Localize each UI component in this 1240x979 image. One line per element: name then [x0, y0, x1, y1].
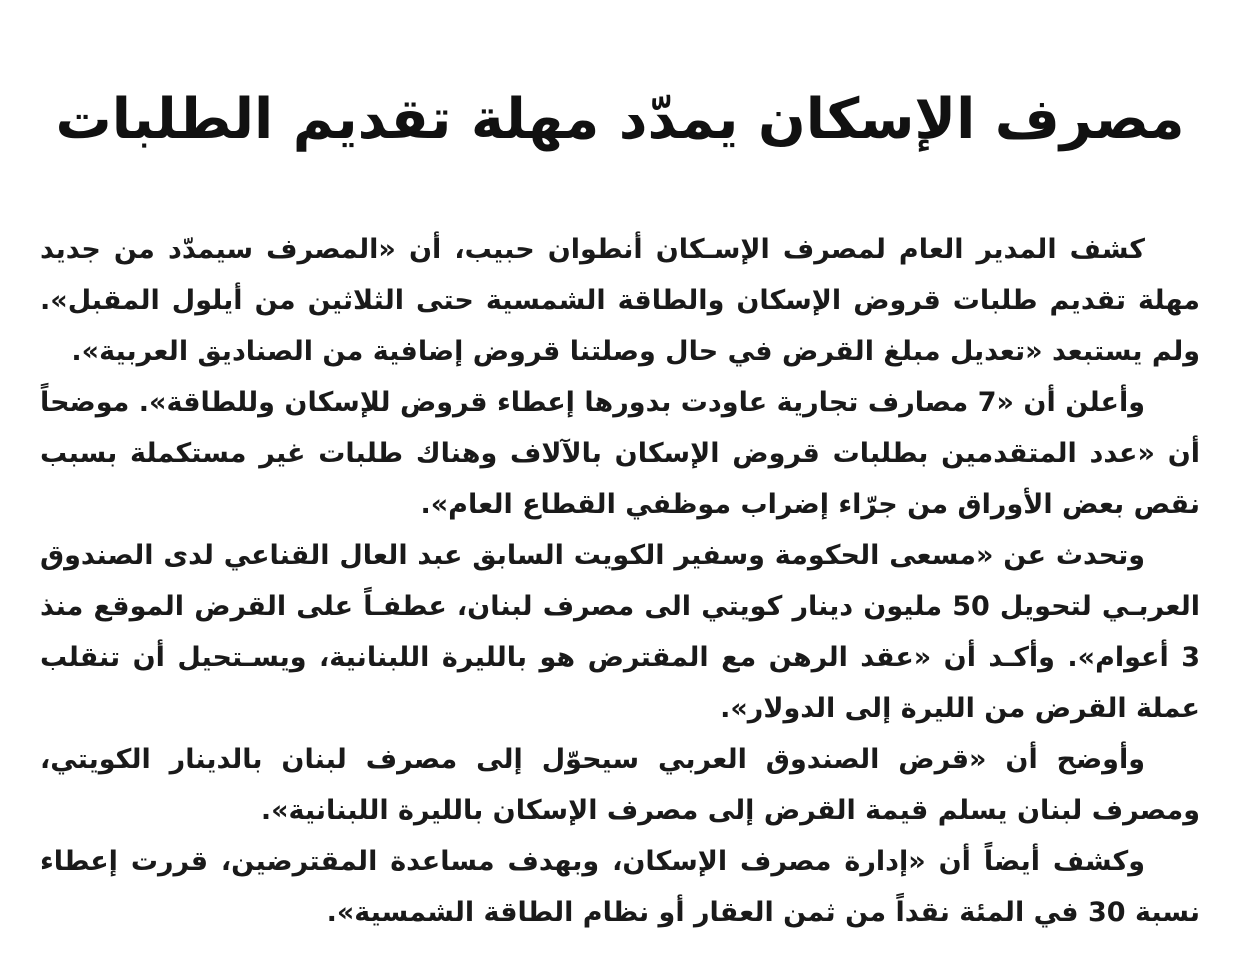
- paragraph-5: وكشف أيضاً أن «إدارة مصرف الإسكان، وبهدف مساعدة المقترضين، قررت إعطاء نسبة 30 في المئة نقداً من ثمن العقار أو نظام الطاقة الشمسية».: [40, 846, 1200, 928]
- article-body: [40, 224, 1200, 938]
- paragraph-4: وأوضح أن «قرض الصندوق العربي سيحوّل إلى مصرف لبنان بالدينار الكويتي، ومصرف لبنان يسلم قيمة القرض إلى مصرف الإسكان بالليرة اللبنانية».: [40, 744, 1200, 826]
- paragraph-3: وتحدث عن «مسعى الحكومة وسفير الكويت السابق عبد العال القناعي لدى الصندوق العربـي لتحويل 50 مليون دينار كويتي الى مصرف لبنان، عطفـاً على القرض الموقع منذ 3 أعوام». وأكـد أن «عقد الرهن مع المقترض هو بالليرة اللبنانية، ويسـتحيل أن تنقلب عملة القرض من الليرة إلى الدولار».: [40, 540, 1200, 724]
- paragraph-2: وأعلن أن «7 مصارف تجارية عاودت بدورها إعطاء قروض للإسكان وللطاقة». موضحاً أن «عدد المتقدمين بطلبات قروض الإسكان بالآلاف وهناك طلبات غير مستكملة بسبب نقص بعض الأوراق من جرّاء إضراب موظفي القطاع العام».: [40, 387, 1200, 520]
- news-article: [40, 0, 1200, 979]
- headline: مصرف الإسكان يمدّد مهلة تقديم الطلبات: [55, 87, 1185, 152]
- paragraph-1: كشف المدير العام لمصرف الإسـكان أنطوان حبيب، أن «المصرف سيمدّد من جديد مهلة تقديم طلبات قروض الإسكان والطاقة الشمسية حتى الثلاثين من أيلول المقبل». ولم يستبعد «تعديل مبلغ القرض في حال وصلتنا قروض إضافية من الصناديق العربية».: [40, 234, 1200, 367]
